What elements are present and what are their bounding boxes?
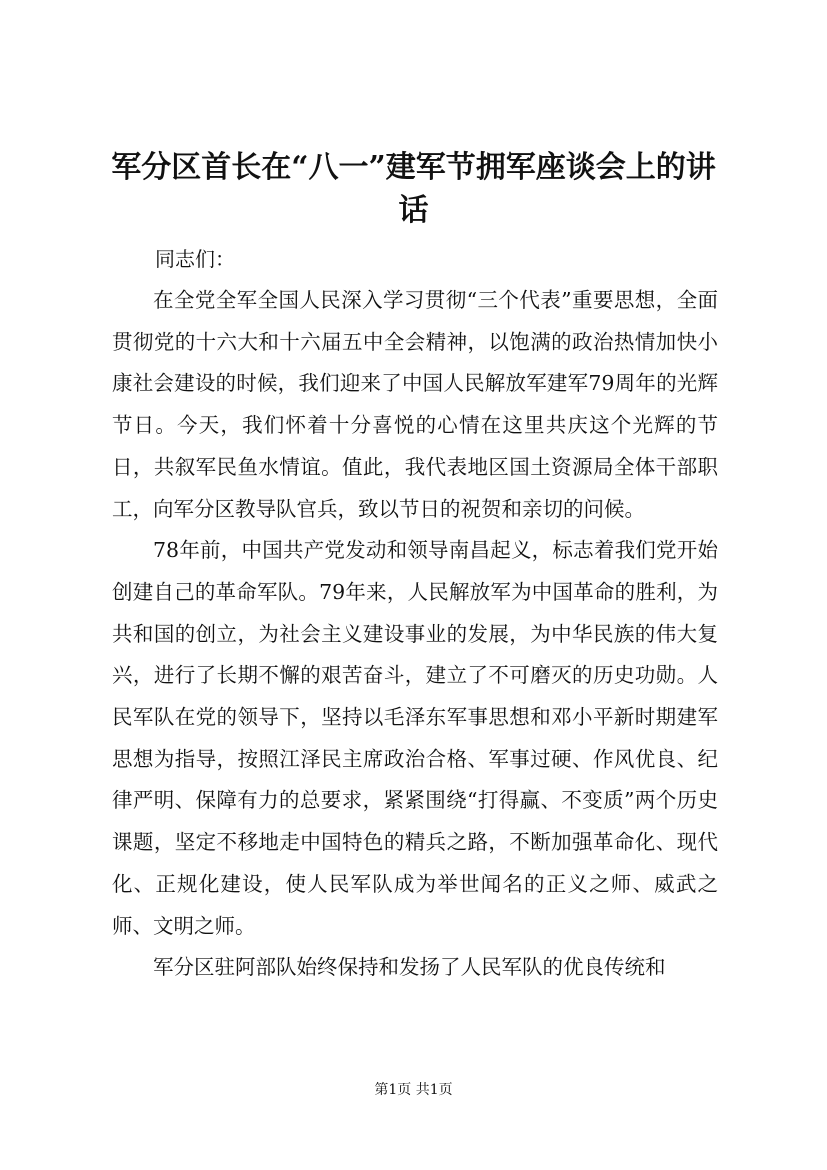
document-body [112,280,718,989]
page-footer: 第1页 共1页 [374,1082,453,1098]
paragraph-3: 军分区驻阿部队始终保持和发扬了人民军队的优良传统和 [153,955,666,980]
salutation: 同志们： [155,247,235,271]
paragraph-1: 在全党全军全国人民深入学习贯彻“三个代表”重要思想，全面贯彻党的十六大和十六届五中全会精神，以饱满的政治热情加快小康社会建设的时候，我们迎来了中国人民解放军建军79周年的光辉节日。今天，我们怀着十分喜悦的心情在这里共庆这个光辉的节日，共叙军民鱼水情谊。值此，我代表地区国土资源局全体干部职工，向军分区教导队官兵，致以节日的祝贺和亲切的问候。 [112,288,718,521]
paragraph-2: 78年前，中国共产党发动和领导南昌起义，标志着我们党开始创建自己的革命军队。79年来，人民解放军为中国革命的胜利，为共和国的创立，为社会主义建设事业的发展，为中华民族的伟大复兴，进行了长期不懈的艰苦奋斗，建立了不可磨灭的历史功勋。人民军队在党的领导下，坚持以毛泽东军事思想和邓小平新时期建军思想为指导，按照江泽民主席政治合格、军事过硬、作风优良、纪律严明、保障有力的总要求，紧紧围绕“打得赢、不变质”两个历史课题，坚定不移地走中国特色的精兵之路，不断加强革命化、现代化、正规化建设，使人民军队成为举世闻名的正义之师、威武之师、文明之师。 [112,538,718,938]
document-title: 军分区首长在“八一”建军节拥军座谈会上的讲话 [111,150,716,228]
